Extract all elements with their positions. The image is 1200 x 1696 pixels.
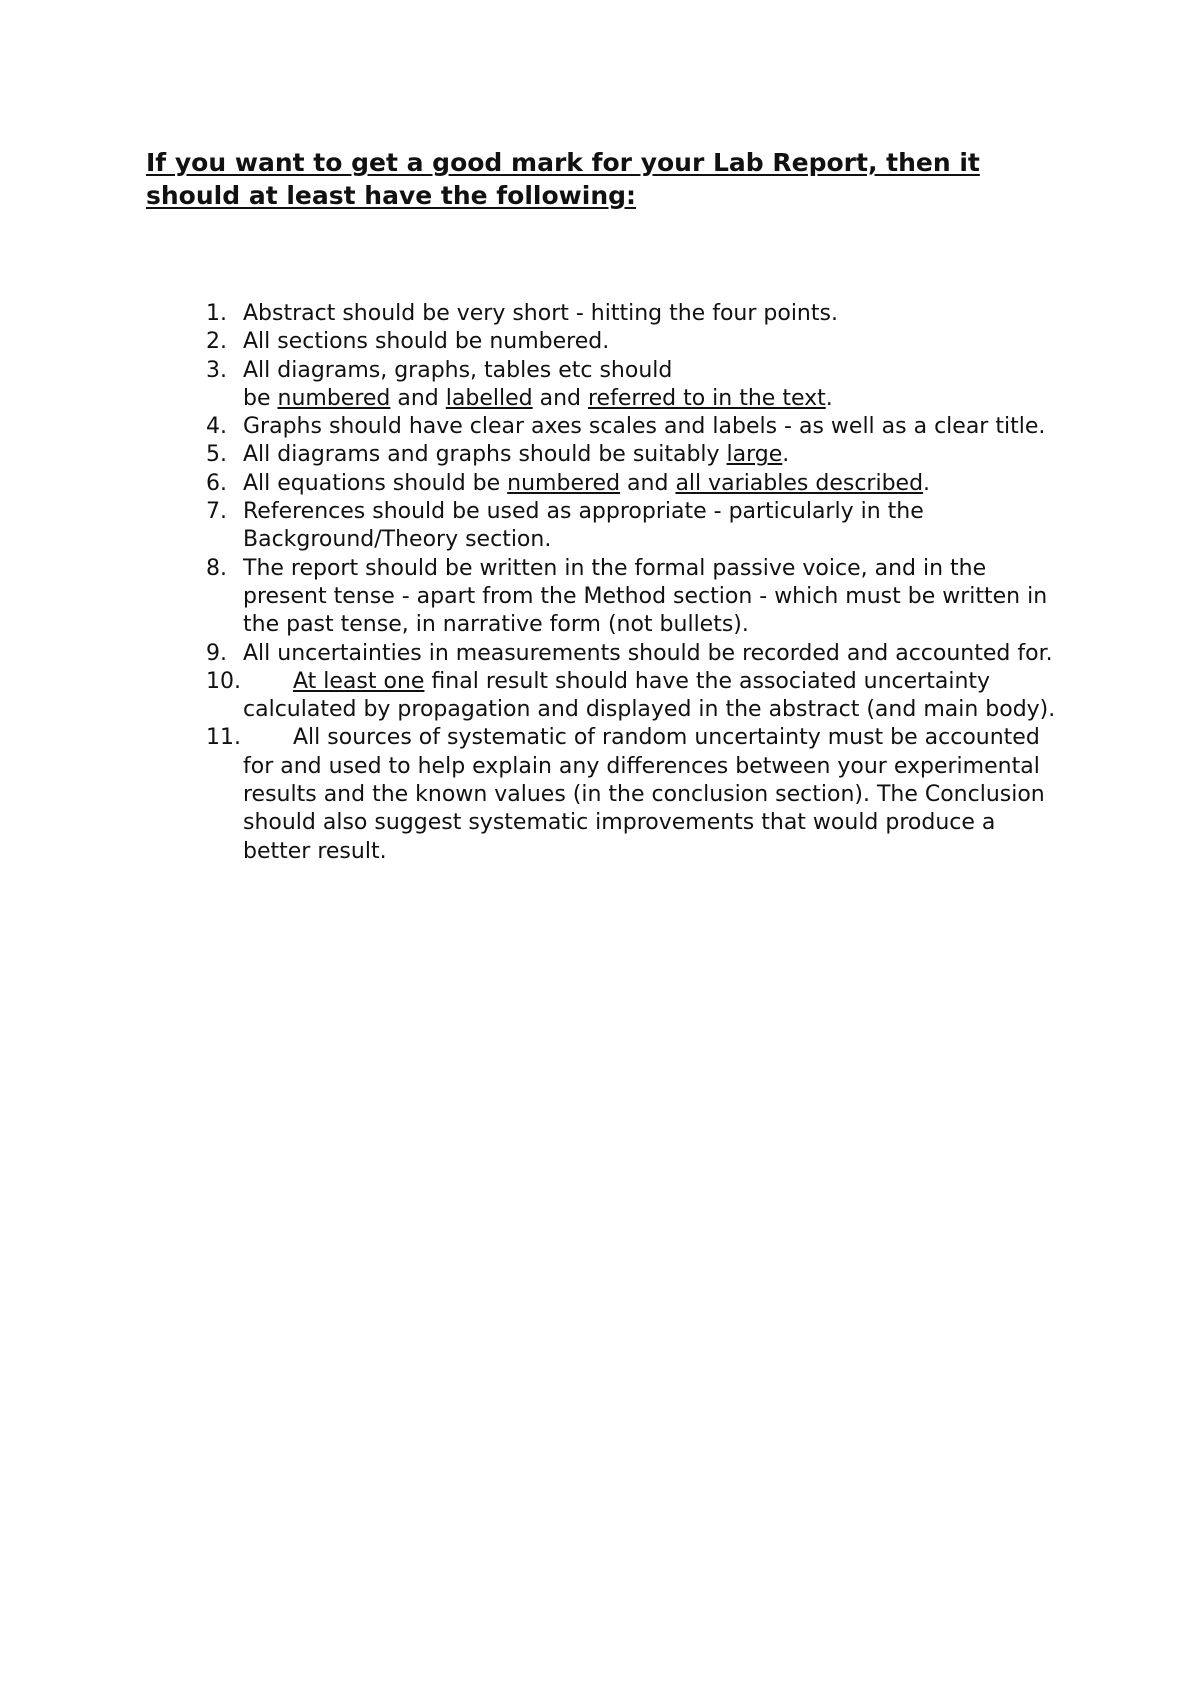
item-text: . bbox=[825, 385, 833, 411]
item-number: 1. bbox=[206, 301, 227, 326]
item-text: and bbox=[390, 385, 446, 411]
item-text: final result should have the associated uncertainty calculated by propagation and displayed in the abstract (and main body). bbox=[243, 668, 1056, 723]
list-item bbox=[0, 357, 1063, 414]
list-item bbox=[0, 413, 1063, 441]
underlined-text: referred to in the text bbox=[588, 385, 826, 411]
item-text: All sources of systematic of random uncertainty must be accounted for and used to help explain any differences between your experimental results and the known values (in the conclusion section). The Conclusion should also suggest systematic improvements that would produce a better result. bbox=[243, 725, 1045, 864]
list-item bbox=[0, 328, 1063, 356]
list-item bbox=[0, 555, 1063, 640]
item-text: . bbox=[782, 442, 790, 468]
underlined-text: numbered bbox=[277, 385, 391, 411]
item-number: 6. bbox=[206, 470, 227, 496]
item-text: All equations should be bbox=[243, 470, 508, 496]
list-item bbox=[0, 300, 1063, 328]
item-number: 3. bbox=[206, 357, 227, 383]
underlined-text: all variables described bbox=[675, 470, 924, 496]
item-text: Abstract should be very short - hitting the four points. bbox=[243, 301, 838, 326]
item-text: . bbox=[923, 470, 931, 496]
item-text: The report should be written in the formal passive voice, and in the present tense - apart from the Method section - which must be written in the past tense, in narrative form (not bullets). bbox=[243, 555, 1048, 638]
item-number: 9. bbox=[206, 640, 227, 666]
underlined-text: At least one bbox=[293, 668, 425, 694]
requirements-list bbox=[0, 300, 1200, 866]
underlined-text: large bbox=[726, 442, 783, 468]
item-text: All diagrams, graphs, tables etc should bbox=[243, 357, 673, 383]
list-item bbox=[0, 640, 1063, 668]
item-text: All sections should be numbered. bbox=[243, 329, 610, 355]
item-number: 7. bbox=[206, 499, 227, 525]
list-item bbox=[0, 498, 1063, 555]
item-number: 4. bbox=[206, 414, 227, 440]
item-text: and bbox=[620, 470, 676, 496]
item-number: 5. bbox=[206, 442, 227, 468]
list-item bbox=[0, 441, 1063, 469]
item-text: All uncertainties in measurements should be recorded and accounted for. bbox=[243, 640, 1053, 666]
item-text: be bbox=[243, 385, 278, 411]
item-number: 2. bbox=[206, 329, 227, 355]
item-text: and bbox=[532, 385, 588, 411]
item-number: 11. bbox=[206, 725, 241, 751]
item-number: 10. bbox=[206, 668, 241, 694]
list-item bbox=[0, 470, 1063, 498]
list-item bbox=[0, 668, 1063, 725]
page-title: If you want to get a good mark for your Lab Report, then it should at least have the following: bbox=[146, 148, 980, 210]
item-text: References should be used as appropriate - particularly in the Background/Theory section. bbox=[243, 499, 924, 553]
underlined-text: numbered bbox=[507, 470, 621, 496]
item-text: Graphs should have clear axes scales and labels - as well as a clear title. bbox=[243, 414, 1046, 440]
underlined-text: labelled bbox=[445, 385, 533, 411]
item-text: All diagrams and graphs should be suitably bbox=[243, 442, 727, 468]
item-number: 8. bbox=[206, 555, 227, 581]
list-item bbox=[0, 724, 1063, 865]
